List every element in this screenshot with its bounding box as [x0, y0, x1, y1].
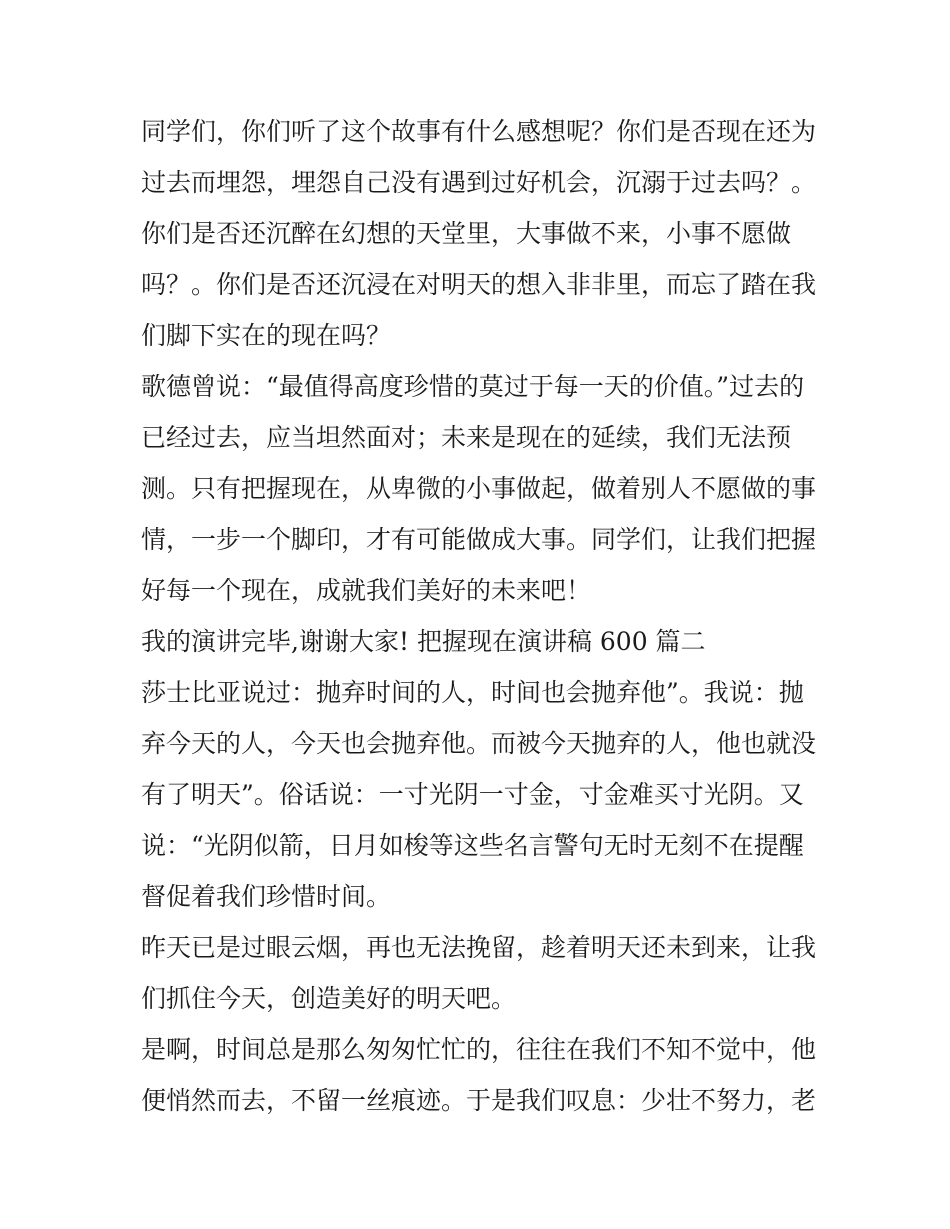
paragraph-1 — [141, 106, 821, 361]
text-line: 同学们，你们听了这个故事有什么感想呢？你们是否现在还为 — [141, 117, 817, 146]
text-line: 吗？。你们是否还沉浸在对明天的想入非非里，而忘了踏在我 — [141, 270, 817, 299]
text-line: 昨天已是过眼云烟，再也无法挽留，趁着明天还未到来，让我 — [141, 933, 817, 962]
section-heading — [141, 616, 821, 667]
paragraph-4 — [141, 922, 821, 1024]
text-line: 们脚下实在的现在吗？ — [141, 321, 392, 350]
text-line: 情，一步一个脚印，才有可能做成大事。同学们，让我们把握 — [141, 525, 817, 554]
paragraph-2 — [141, 361, 821, 616]
text-line: 有了明天”。俗话说：一寸光阴一寸金，寸金难买寸光阴。又 — [141, 780, 804, 809]
paragraph-3 — [141, 667, 821, 922]
document-body — [141, 106, 821, 1126]
paragraph-5 — [141, 1024, 821, 1126]
text-line: 测。只有把握现在，从卑微的小事做起，做着别人不愿做的事 — [141, 474, 817, 503]
text-line: 过去而埋怨，埋怨自己没有遇到过好机会，沉溺于过去吗？。 — [141, 168, 817, 197]
text-line: 好每一个现在，成就我们美好的未来吧！ — [141, 576, 592, 605]
text-line: 我的演讲完毕,谢谢大家! 把握现在演讲稿 600 篇二 — [141, 627, 706, 656]
text-line: 便悄然而去，不留一丝痕迹。于是我们叹息：少壮不努力，老 — [141, 1086, 817, 1115]
text-line: 歌德曾说：“最值得高度珍惜的莫过于每一天的价值。”过去的 — [141, 372, 805, 401]
text-line: 你们是否还沉醉在幻想的天堂里，大事做不来，小事不愿做 — [141, 219, 792, 248]
text-line: 督促着我们珍惜时间。 — [141, 882, 392, 911]
text-line: 莎士比亚说过：抛弃时间的人，时间也会抛弃他”。我说：抛 — [141, 678, 804, 707]
text-line: 是啊，时间总是那么匆匆忙忙的，往往在我们不知不觉中，他 — [141, 1035, 817, 1064]
text-line: 已经过去，应当坦然面对；未来是现在的延续，我们无法预 — [141, 423, 792, 452]
text-line: 说：“光阴似箭，日月如梭等这些名言警句无时无刻不在提醒 — [141, 831, 804, 860]
text-line: 弃今天的人，今天也会抛弃他。而被今天抛弃的人，他也就没 — [141, 729, 817, 758]
text-line: 们抓住今天，创造美好的明天吧。 — [141, 984, 517, 1013]
